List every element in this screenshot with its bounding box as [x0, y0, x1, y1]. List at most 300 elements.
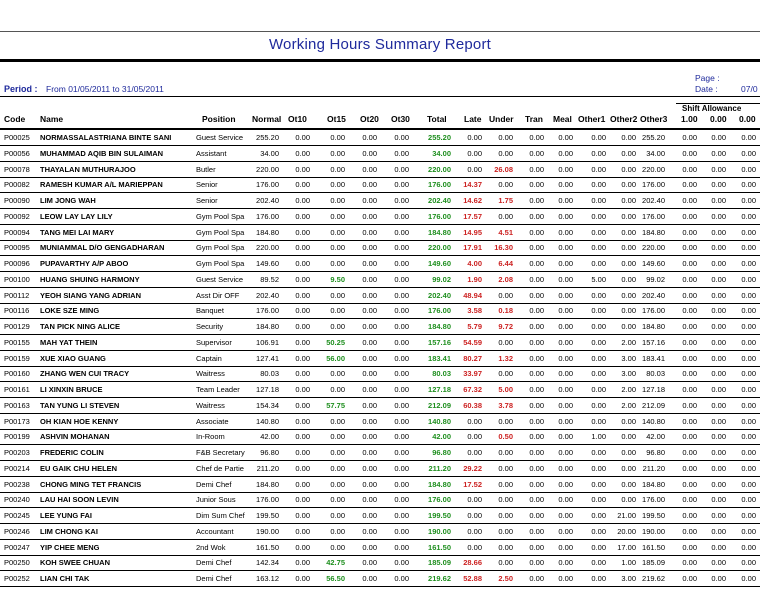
table-row	[0, 256, 760, 272]
cell-name: LEOW LAY LAY LILY	[40, 211, 113, 221]
cell-shift2: 0.00	[711, 322, 726, 331]
cell-ot30: 0.00	[394, 574, 409, 583]
cell-ot10: 0.00	[295, 542, 310, 552]
cell-other2: 0.00	[621, 227, 636, 237]
cell-ot20: 0.00	[362, 180, 377, 190]
cell-under: 0.18	[498, 306, 513, 316]
column-header-total: Total	[427, 114, 447, 124]
period-label: Period :	[4, 84, 38, 94]
cell-tran: 0.00	[529, 243, 544, 253]
cell-ot15: 0.00	[330, 180, 345, 190]
cell-normal: 220.00	[256, 164, 279, 174]
cell-shift3: 0.00	[741, 196, 756, 205]
cell-name: RAMESH KUMAR A/L MARIEPPAN	[40, 180, 163, 190]
cell-ot10: 0.00	[295, 511, 310, 520]
table-row	[0, 130, 760, 146]
cell-shift2: 0.00	[711, 274, 726, 284]
cell-shift2: 0.00	[711, 542, 726, 552]
cell-position: Accountant	[196, 526, 234, 536]
cell-ot20: 0.00	[362, 259, 377, 268]
cell-ot10: 0.00	[295, 133, 310, 142]
cell-other3: 176.00	[642, 180, 665, 190]
cell-late: 29.22	[463, 463, 482, 473]
cell-meal: 0.00	[558, 180, 573, 190]
cell-code: P00161	[4, 385, 30, 394]
date-label: Date :	[695, 84, 718, 94]
cell-ot10: 0.00	[295, 416, 310, 426]
cell-shift1: 0.00	[682, 463, 697, 473]
cell-shift1: 0.00	[682, 448, 697, 457]
cell-position: Gym Pool Spa	[196, 243, 245, 253]
cell-other2: 2.00	[621, 385, 636, 394]
cell-meal: 0.00	[558, 479, 573, 489]
cell-ot10: 0.00	[295, 306, 310, 316]
cell-shift1: 0.00	[682, 416, 697, 426]
cell-shift1: 0.00	[682, 196, 697, 205]
cell-ot20: 0.00	[362, 558, 377, 568]
cell-ot10: 0.00	[295, 495, 310, 505]
cell-other3: 127.18	[642, 385, 665, 394]
cell-late: 0.00	[467, 542, 482, 552]
cell-other1: 0.00	[591, 558, 606, 568]
cell-meal: 0.00	[558, 511, 573, 520]
cell-position: Team Leader	[196, 385, 240, 394]
column-header-under: Under	[489, 114, 514, 124]
title-underline	[0, 59, 760, 62]
cell-ot10: 0.00	[295, 432, 310, 442]
cell-ot15: 0.00	[330, 369, 345, 379]
cell-name: LAU HAI SOON LEVIN	[40, 495, 119, 505]
cell-code: P00199	[4, 432, 30, 442]
cell-meal: 0.00	[558, 274, 573, 284]
cell-name: PUPAVARTHY A/P ABOO	[40, 259, 129, 268]
cell-ot10: 0.00	[295, 574, 310, 583]
cell-ot30: 0.00	[394, 164, 409, 174]
table-row	[0, 461, 760, 477]
cell-other2: 20.00	[617, 526, 636, 536]
cell-position: Supervisor	[196, 337, 232, 347]
cell-shift1: 0.00	[682, 227, 697, 237]
cell-other1: 1.00	[591, 432, 606, 442]
cell-late: 60.38	[463, 400, 482, 410]
cell-tran: 0.00	[529, 180, 544, 190]
cell-meal: 0.00	[558, 306, 573, 316]
cell-normal: 184.80	[256, 479, 279, 489]
cell-shift3: 0.00	[741, 416, 756, 426]
cell-shift2: 0.00	[711, 385, 726, 394]
cell-shift3: 0.00	[741, 148, 756, 158]
cell-normal: 163.12	[256, 574, 279, 583]
cell-code: P00092	[4, 211, 30, 221]
cell-shift2: 0.00	[711, 416, 726, 426]
cell-under: 6.44	[498, 259, 513, 268]
cell-position: Captain	[196, 353, 222, 363]
cell-tran: 0.00	[529, 353, 544, 363]
cell-meal: 0.00	[558, 259, 573, 268]
cell-name: OH KIAN HOE KENNY	[40, 416, 119, 426]
cell-other1: 0.00	[591, 148, 606, 158]
cell-shift3: 0.00	[741, 353, 756, 363]
cell-total: 185.09	[428, 558, 451, 568]
table-row	[0, 477, 760, 493]
cell-tran: 0.00	[529, 274, 544, 284]
table-row	[0, 555, 760, 571]
cell-other1: 0.00	[591, 227, 606, 237]
cell-other1: 0.00	[591, 306, 606, 316]
cell-ot15: 0.00	[330, 322, 345, 331]
cell-shift1: 0.00	[682, 133, 697, 142]
cell-late: 0.00	[467, 432, 482, 442]
cell-ot30: 0.00	[394, 463, 409, 473]
cell-total: 80.03	[432, 369, 451, 379]
cell-ot30: 0.00	[394, 400, 409, 410]
cell-ot20: 0.00	[362, 164, 377, 174]
cell-shift1: 0.00	[682, 322, 697, 331]
cell-ot10: 0.00	[295, 479, 310, 489]
cell-position: Demi Chef	[196, 558, 232, 568]
cell-shift1: 0.00	[682, 369, 697, 379]
cell-late: 0.00	[467, 526, 482, 536]
cell-meal: 0.00	[558, 148, 573, 158]
cell-meal: 0.00	[558, 227, 573, 237]
cell-shift2: 0.00	[711, 353, 726, 363]
cell-shift2: 0.00	[711, 211, 726, 221]
cell-other3: 149.60	[642, 259, 665, 268]
cell-other3: 202.40	[642, 196, 665, 205]
cell-ot20: 0.00	[362, 463, 377, 473]
cell-position: In-Room	[196, 432, 225, 442]
cell-other3: 99.02	[646, 274, 665, 284]
column-header-other1: Other1	[578, 114, 606, 124]
cell-other3: 183.41	[642, 353, 665, 363]
cell-other2: 2.00	[621, 400, 636, 410]
cell-total: 220.00	[428, 243, 451, 253]
cell-tran: 0.00	[529, 211, 544, 221]
cell-other2: 0.00	[621, 243, 636, 253]
table-row	[0, 445, 760, 461]
cell-shift2: 0.00	[711, 306, 726, 316]
cell-meal: 0.00	[558, 574, 573, 583]
cell-total: 176.00	[428, 211, 451, 221]
cell-other1: 0.00	[591, 259, 606, 268]
cell-ot15: 56.50	[326, 574, 345, 583]
cell-ot15: 0.00	[330, 479, 345, 489]
cell-tran: 0.00	[529, 148, 544, 158]
cell-other3: 184.80	[642, 479, 665, 489]
cell-ot30: 0.00	[394, 227, 409, 237]
cell-ot10: 0.00	[295, 526, 310, 536]
cell-shift2: 0.00	[711, 511, 726, 520]
cell-tran: 0.00	[529, 542, 544, 552]
cell-code: P00129	[4, 322, 30, 331]
cell-under: 0.00	[498, 511, 513, 520]
table-row	[0, 177, 760, 193]
cell-ot20: 0.00	[362, 243, 377, 253]
cell-under: 0.00	[498, 526, 513, 536]
cell-other3: 176.00	[642, 211, 665, 221]
cell-ot10: 0.00	[295, 180, 310, 190]
cell-meal: 0.00	[558, 448, 573, 457]
cell-under: 4.51	[498, 227, 513, 237]
cell-ot15: 0.00	[330, 290, 345, 300]
cell-other3: 176.00	[642, 495, 665, 505]
cell-under: 0.50	[498, 432, 513, 442]
cell-shift1: 0.00	[682, 400, 697, 410]
cell-shift1: 0.00	[682, 306, 697, 316]
cell-name: LIM CHONG KAI	[40, 526, 98, 536]
cell-other3: 34.00	[646, 148, 665, 158]
cell-ot15: 57.75	[326, 400, 345, 410]
cell-shift1: 0.00	[682, 432, 697, 442]
column-header-other2: Other2	[610, 114, 638, 124]
cell-shift1: 0.00	[682, 211, 697, 221]
cell-meal: 0.00	[558, 385, 573, 394]
cell-late: 3.58	[467, 306, 482, 316]
cell-ot20: 0.00	[362, 574, 377, 583]
header-separator	[0, 96, 760, 97]
cell-ot10: 0.00	[295, 558, 310, 568]
cell-shift2: 0.00	[711, 180, 726, 190]
cell-ot10: 0.00	[295, 400, 310, 410]
cell-ot30: 0.00	[394, 196, 409, 205]
cell-ot20: 0.00	[362, 290, 377, 300]
cell-shift3: 0.00	[741, 259, 756, 268]
cell-meal: 0.00	[558, 133, 573, 142]
cell-tran: 0.00	[529, 558, 544, 568]
cell-total: 149.60	[428, 259, 451, 268]
cell-total: 161.50	[428, 542, 451, 552]
cell-under: 2.08	[498, 274, 513, 284]
cell-other1: 0.00	[591, 337, 606, 347]
cell-late: 14.62	[463, 196, 482, 205]
cell-name: THAYALAN MUTHURAJOO	[40, 164, 136, 174]
cell-shift3: 0.00	[741, 227, 756, 237]
cell-other2: 2.00	[621, 337, 636, 347]
cell-code: P00246	[4, 526, 30, 536]
table-row	[0, 414, 760, 430]
cell-shift3: 0.00	[741, 542, 756, 552]
cell-late: 52.88	[463, 574, 482, 583]
cell-meal: 0.00	[558, 432, 573, 442]
cell-ot20: 0.00	[362, 133, 377, 142]
column-header-position: Position	[202, 114, 236, 124]
cell-ot10: 0.00	[295, 274, 310, 284]
cell-other3: 219.62	[642, 574, 665, 583]
cell-tran: 0.00	[529, 369, 544, 379]
cell-ot10: 0.00	[295, 227, 310, 237]
cell-under: 9.72	[498, 322, 513, 331]
cell-shift3: 0.00	[741, 290, 756, 300]
cell-meal: 0.00	[558, 322, 573, 331]
cell-other3: 157.16	[642, 337, 665, 347]
cell-ot10: 0.00	[295, 259, 310, 268]
cell-late: 4.00	[467, 259, 482, 268]
cell-late: 48.94	[463, 290, 482, 300]
cell-total: 255.20	[428, 133, 451, 142]
cell-other1: 0.00	[591, 479, 606, 489]
cell-code: P00025	[4, 133, 30, 142]
cell-position: Demi Chef	[196, 574, 232, 583]
cell-tran: 0.00	[529, 495, 544, 505]
cell-name: KOH SWEE CHUAN	[40, 558, 111, 568]
cell-late: 0.00	[467, 416, 482, 426]
cell-ot10: 0.00	[295, 164, 310, 174]
table-row	[0, 351, 760, 367]
cell-other3: 255.20	[642, 133, 665, 142]
cell-normal: 154.34	[256, 400, 279, 410]
table-row	[0, 540, 760, 556]
cell-tran: 0.00	[529, 227, 544, 237]
cell-shift2: 0.00	[711, 290, 726, 300]
cell-total: 140.80	[428, 416, 451, 426]
cell-ot15: 0.00	[330, 148, 345, 158]
cell-meal: 0.00	[558, 495, 573, 505]
cell-under: 0.00	[498, 180, 513, 190]
cell-ot15: 0.00	[330, 448, 345, 457]
cell-ot20: 0.00	[362, 448, 377, 457]
cell-position: Waitress	[196, 400, 225, 410]
cell-code: P00238	[4, 479, 30, 489]
cell-name: ASHVIN MOHANAN	[40, 432, 110, 442]
cell-other2: 0.00	[621, 322, 636, 331]
cell-code: P00203	[4, 448, 30, 457]
cell-name: MAH YAT THEIN	[40, 337, 98, 347]
cell-tran: 0.00	[529, 432, 544, 442]
cell-code: P00252	[4, 574, 30, 583]
cell-other1: 0.00	[591, 542, 606, 552]
cell-other1: 0.00	[591, 416, 606, 426]
cell-other2: 0.00	[621, 432, 636, 442]
cell-under: 0.00	[498, 542, 513, 552]
cell-shift2: 0.00	[711, 479, 726, 489]
cell-other3: 220.00	[642, 243, 665, 253]
cell-meal: 0.00	[558, 353, 573, 363]
cell-name: CHONG MING TET FRANCIS	[40, 479, 142, 489]
cell-normal: 106.91	[256, 337, 279, 347]
cell-other1: 0.00	[591, 400, 606, 410]
cell-shift2: 0.00	[711, 259, 726, 268]
cell-normal: 142.34	[256, 558, 279, 568]
cell-ot15: 0.00	[330, 495, 345, 505]
cell-ot10: 0.00	[295, 353, 310, 363]
cell-name: LI XINXIN BRUCE	[40, 385, 103, 394]
cell-shift3: 0.00	[741, 432, 756, 442]
column-header-code: Code	[4, 114, 26, 124]
cell-meal: 0.00	[558, 558, 573, 568]
cell-other3: 202.40	[642, 290, 665, 300]
cell-late: 14.37	[463, 180, 482, 190]
cell-tran: 0.00	[529, 196, 544, 205]
cell-code: P00094	[4, 227, 30, 237]
cell-other1: 0.00	[591, 290, 606, 300]
cell-ot30: 0.00	[394, 385, 409, 394]
cell-ot20: 0.00	[362, 385, 377, 394]
cell-other3: 211.20	[642, 463, 665, 473]
cell-position: Gym Pool Spa	[196, 259, 245, 268]
cell-late: 67.32	[463, 385, 482, 394]
cell-late: 0.00	[467, 448, 482, 457]
cell-ot10: 0.00	[295, 211, 310, 221]
cell-tran: 0.00	[529, 322, 544, 331]
cell-other2: 0.00	[621, 495, 636, 505]
cell-name: LEE YUNG FAI	[40, 511, 92, 520]
cell-normal: 176.00	[256, 180, 279, 190]
cell-ot30: 0.00	[394, 542, 409, 552]
cell-under: 1.75	[498, 196, 513, 205]
cell-shift1: 0.00	[682, 353, 697, 363]
column-header-shift3: 0.00	[739, 114, 756, 124]
cell-total: 176.00	[428, 306, 451, 316]
cell-code: P00155	[4, 337, 30, 347]
cell-under: 26.08	[494, 164, 513, 174]
cell-shift1: 0.00	[682, 574, 697, 583]
cell-ot15: 9.50	[330, 274, 345, 284]
cell-code: P00250	[4, 558, 30, 568]
cell-under: 0.00	[498, 479, 513, 489]
column-header-other3: Other3	[640, 114, 668, 124]
cell-normal: 80.03	[260, 369, 279, 379]
cell-normal: 127.18	[256, 385, 279, 394]
cell-ot20: 0.00	[362, 274, 377, 284]
cell-ot20: 0.00	[362, 511, 377, 520]
table-row	[0, 288, 760, 304]
cell-normal: 34.00	[260, 148, 279, 158]
cell-late: 1.90	[467, 274, 482, 284]
cell-tran: 0.00	[529, 337, 544, 347]
cell-shift3: 0.00	[741, 180, 756, 190]
cell-meal: 0.00	[558, 542, 573, 552]
cell-shift2: 0.00	[711, 495, 726, 505]
cell-other2: 0.00	[621, 463, 636, 473]
cell-position: Guest Service	[196, 274, 244, 284]
cell-total: 220.00	[428, 164, 451, 174]
column-header-name: Name	[40, 114, 64, 124]
cell-normal: 184.80	[256, 227, 279, 237]
cell-shift1: 0.00	[682, 148, 697, 158]
cell-name: NORMASSALASTRIANA BINTE SANI	[40, 133, 172, 142]
cell-shift2: 0.00	[711, 133, 726, 142]
cell-shift3: 0.00	[741, 133, 756, 142]
cell-other1: 0.00	[591, 369, 606, 379]
cell-other1: 0.00	[591, 196, 606, 205]
cell-ot10: 0.00	[295, 290, 310, 300]
cell-code: P00173	[4, 416, 30, 426]
table-row	[0, 162, 760, 178]
cell-meal: 0.00	[558, 164, 573, 174]
cell-meal: 0.00	[558, 290, 573, 300]
cell-ot30: 0.00	[394, 259, 409, 268]
cell-late: 0.00	[467, 164, 482, 174]
cell-other1: 0.00	[591, 211, 606, 221]
cell-other3: 161.50	[642, 542, 665, 552]
cell-ot30: 0.00	[394, 290, 409, 300]
cell-shift2: 0.00	[711, 432, 726, 442]
cell-other1: 0.00	[591, 574, 606, 583]
cell-ot10: 0.00	[295, 148, 310, 158]
cell-ot15: 0.00	[330, 259, 345, 268]
cell-late: 28.66	[463, 558, 482, 568]
table-row	[0, 524, 760, 540]
cell-shift3: 0.00	[741, 211, 756, 221]
cell-shift3: 0.00	[741, 274, 756, 284]
cell-under: 16.30	[494, 243, 513, 253]
cell-ot30: 0.00	[394, 148, 409, 158]
cell-other3: 80.03	[646, 369, 665, 379]
cell-other2: 3.00	[621, 369, 636, 379]
period-value: From 01/05/2011 to 31/05/2011	[46, 84, 164, 94]
cell-shift2: 0.00	[711, 526, 726, 536]
cell-ot10: 0.00	[295, 322, 310, 331]
